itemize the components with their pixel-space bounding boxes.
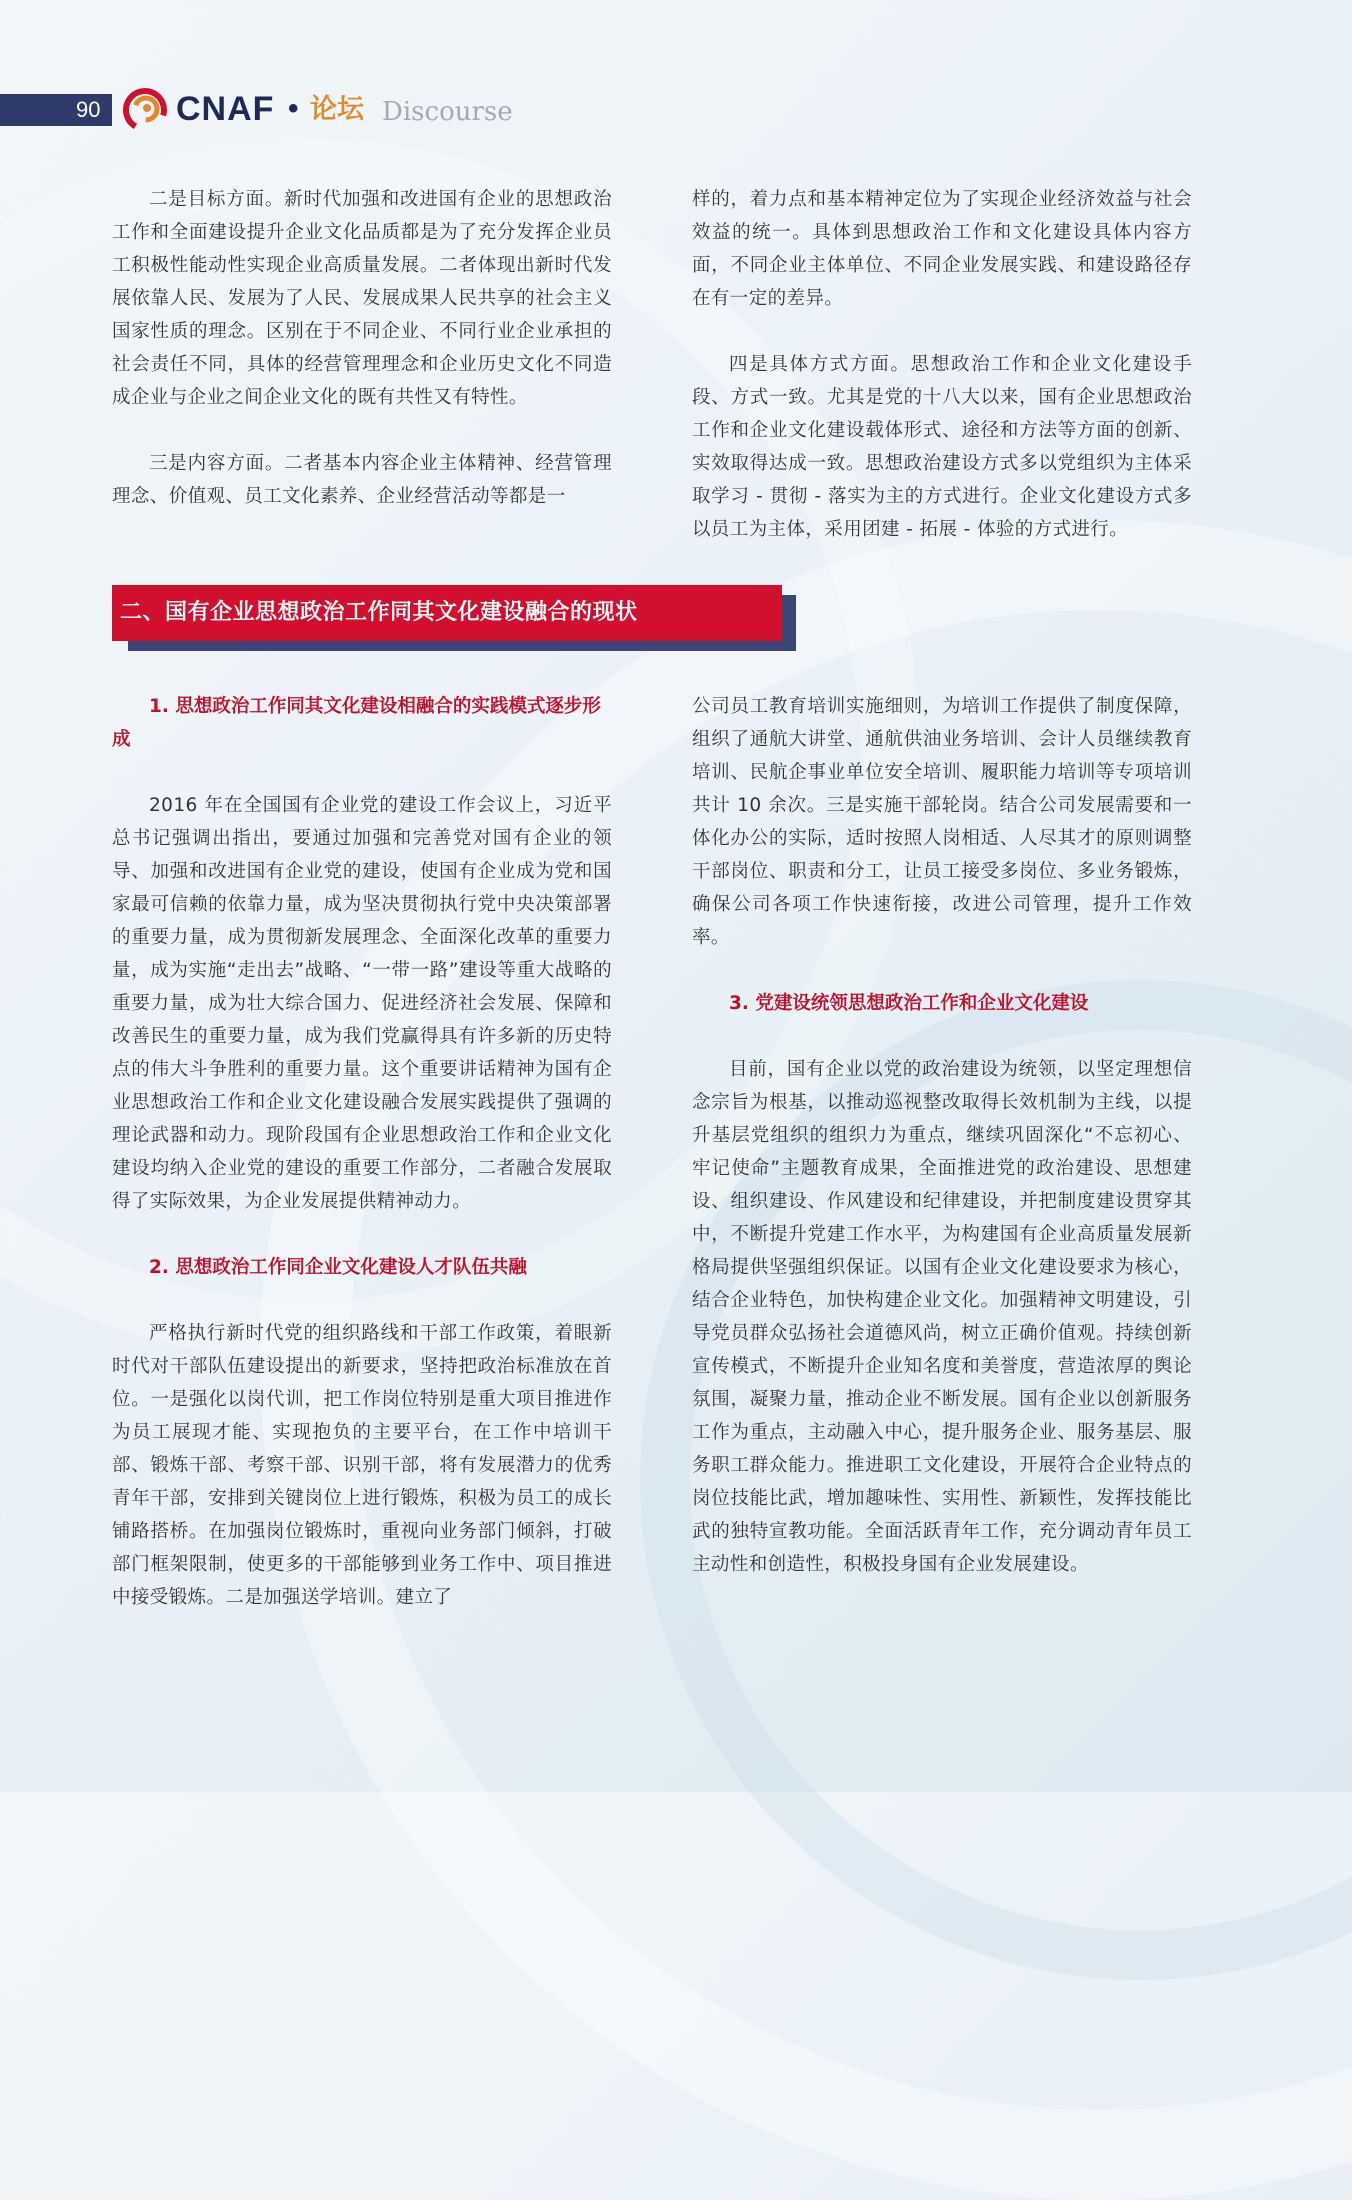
section-name-cn: 论坛 [310,94,364,125]
paragraph-party-building: 目前，国有企业以党的政治建设为统领，以坚定理想信念宗旨为根基，以推动巡视整改取得长效机制为主线，以提升基层党组织的组织力为重点，继续巩固深化“不忘初心、牢记使命”主题教育成果，全面推进党的政治建设、思想建设、组织建设、作风建设和纪律建设，并把制度建设贯穿其中，不断提升党建工作水平，为构建国有企业高质量发展新格局提供坚强组织保证。以国有企业文化建设要求为核心，结合企业特色，加快构建企业文化。加强精神文明建设，引导党员群众弘扬社会道德风尚，树立正确价值观。持续创新宣传模式，不断提升企业知名度和美誉度，营造浓厚的舆论氛围，凝聚力量，推动企业不断发展。国有企业以创新服务工作为重点，主动融入中心，提升服务企业、服务基层、服务职工群众能力。推进职工文化建设，开展符合企业特点的岗位技能比武，增加趣味性、实用性、新颖性，发挥技能比武的独特宣教功能。全面活跃青年工作，充分调动青年员工主动性和创造性，积极投身国有企业发展建设。 [692,1059,1192,1575]
paragraph-method: 四是具体方式方面。思想政治工作和企业文化建设手段、方式一致。尤其是党的十八大以来，国有企业思想政治工作和企业文化建设载体形式、途径和方法等方面的创新、实效取得达成一致。思想政治建设方式多以党组织为主体采取学习 - 贯彻 - 落实为主的方式进行。企业文化建设方式多以员工为主体，采用团建 - 拓展 - 体验的方式进行。 [692,354,1192,540]
section-banner [112,585,782,641]
bottom-left-column [112,690,612,1614]
cnaf-swirl-logo-icon [120,86,170,132]
page-number: 90 [76,97,101,122]
subheading-2: 2. 思想政治工作同企业文化建设人才队伍共融 [149,1257,527,1278]
section-title: 二、国有企业思想政治工作同其文化建设融合的现状 [120,600,638,625]
paragraph-goal: 二是目标方面。新时代加强和改进国有企业的思想政治工作和全面建设提升企业文化品质都是为了充分发挥企业员工积极性能动性实现企业高质量发展。二者体现出新时代发展依靠人民、发展为了人民、发展成果人民共享的社会主义国家性质的理念。区别在于不同企业、不同行业企业承担的社会责任不同，具体的经营管理理念和企业历史文化不同造成企业与企业之间企业文化的既有共性又有特性。 [112,189,612,408]
brand-name: CNAF [176,90,275,128]
subheading-3: 3. 党建设统领思想政治工作和企业文化建设 [729,993,1089,1014]
top-left-column [112,183,612,513]
header-separator: • [288,92,299,125]
top-right-column [692,183,1192,546]
paragraph-training-cont: 公司员工教育培训实施细则，为培训工作提供了制度保障，组织了通航大讲堂、通航供油业务培训、会计人员继续教育培训、民航企事业单位安全培训、履职能力培训等专项培训共计 10 余次。三是实施干部轮岗。结合公司发展需要和一体化办公的实际，适时按照人岗相适、人尽其才的原则调整干部岗位、职责和分工，让员工接受多岗位、多业务锻炼，确保公司各项工作快速衔接，改进公司管理，提升工作效率。 [692,696,1192,948]
paragraph-content-cont: 样的，着力点和基本精神定位为了实现企业经济效益与社会效益的统一。具体到思想政治工作和文化建设具体内容方面，不同企业主体单位、不同企业发展实践、和建设路径存在有一定的差异。 [692,189,1192,309]
subheading-1: 1. 思想政治工作同其文化建设相融合的实践模式逐步形成 [112,696,601,750]
paragraph-talent-team: 严格执行新时代党的组织路线和干部工作政策，着眼新时代对干部队伍建设提出的新要求，坚持把政治标准放在首位。一是强化以岗代训，把工作岗位特别是重大项目推进作为员工展现才能、实现抱负的主要平台，在工作中培训干部、锻炼干部、考察干部、识别干部，将有发展潜力的优秀青年干部，安排到关键岗位上进行锻炼，积极为员工的成长铺路搭桥。在加强岗位锻炼时，重视向业务部门倾斜，打破部门框架限制，使更多的干部能够到业务工作中、项目推进中接受锻炼。二是加强送学培训。建立了 [112,1323,612,1608]
paragraph-practice-model: 2016 年在全国国有企业党的建设工作会议上，习近平总书记强调出指出，要通过加强和完善党对国有企业的领导、加强和改进国有企业党的建设，使国有企业成为党和国家最可信赖的依靠力量，成为坚决贯彻执行党中央决策部署的重要力量，成为贯彻新发展理念、全面深化改革的重要力量，成为实施“走出去”战略、“一带一路”建设等重大战略的重要力量，成为壮大综合国力、促进经济社会发展、保障和改善民生的重要力量，成为我们党赢得具有许多新的历史特点的伟大斗争胜利的重要力量。这个重要讲话精神为国有企业思想政治工作和企业文化建设融合发展实践提供了强调的理论武器和动力。现阶段国有企业思想政治工作和企业文化建设均纳入企业党的建设的重要工作部分，二者融合发展取得了实际效果，为企业发展提供精神动力。 [112,795,612,1212]
section-name-en: Discourse [382,97,513,127]
paragraph-content: 三是内容方面。二者基本内容企业主体精神、经营管理理念、价值观、员工文化素养、企业经营活动等都是一 [112,453,612,507]
bottom-right-column [692,690,1192,1581]
